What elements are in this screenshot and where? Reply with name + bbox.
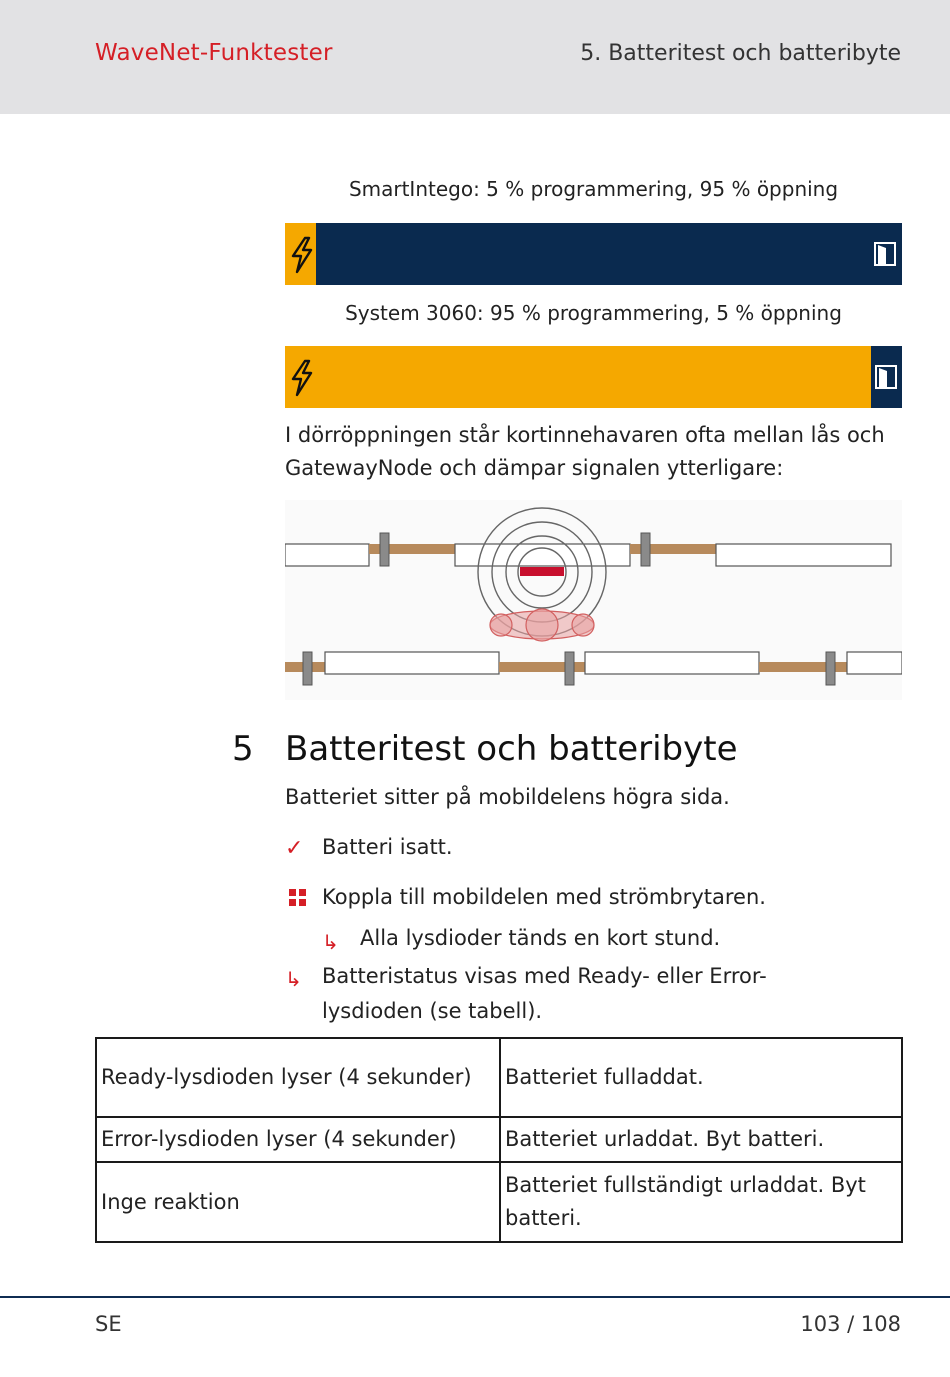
- battery-status-table: [95, 1037, 903, 1243]
- result-arrow-icon: ↳: [285, 967, 302, 991]
- table-row: [96, 1162, 902, 1242]
- chapter-intro: Batteriet sitter på mobildelens högra sida.: [285, 785, 730, 809]
- step-grid-icon: [289, 889, 307, 907]
- bar-caption-smartintego: SmartIntego: 5 % programmering, 95 % öppning: [348, 177, 839, 201]
- table-cell-meaning: Batteriet urladdat. Byt batteri.: [500, 1117, 902, 1162]
- chapter-number: 5: [232, 729, 254, 769]
- result-text-2: Batteristatus visas med Ready- eller Error-lysdioden (se tabell).: [322, 964, 767, 1023]
- result-arrow-icon: ↳: [322, 930, 339, 954]
- lock-device: [520, 567, 564, 576]
- result-text-1: Alla lysdioder tänds en kort stund.: [360, 926, 721, 950]
- energy-bar-system3060: [285, 346, 902, 408]
- header-section-title: 5. Batteritest och batteribyte: [580, 41, 901, 66]
- energy-bar-smartintego: [285, 223, 902, 285]
- table-cell-signal: Error-lysdioden lyser (4 sekunder): [96, 1117, 500, 1162]
- precondition-text: Batteri isatt.: [322, 835, 453, 859]
- table-row: [96, 1038, 902, 1117]
- checkmark-icon: ✓: [285, 836, 304, 861]
- doorway-paragraph: I dörröppningen står kortinnehavaren ofta mellan lås och GatewayNode och dämpar signalen ytterligare:: [285, 423, 885, 480]
- bar-caption-system3060: System 3060: 95 % programmering, 5 % öppning: [345, 301, 842, 325]
- table-cell-signal: Ready-lysdioden lyser (4 sekunder): [96, 1038, 500, 1117]
- table-row: [96, 1117, 902, 1162]
- doorway-signal-diagram: [285, 500, 902, 700]
- opening-segment: [316, 223, 902, 285]
- footer-divider: [0, 1296, 950, 1298]
- chapter-title: Batteritest och batteribyte: [285, 729, 738, 769]
- table-cell-meaning: Batteriet fullständigt urladdat. Byt batteri.: [500, 1162, 902, 1242]
- programming-segment: [285, 346, 871, 408]
- step-text: Koppla till mobildelen med strömbrytaren.: [322, 885, 766, 909]
- table-cell-meaning: Batteriet fulladdat.: [500, 1038, 902, 1117]
- page-header: [0, 0, 950, 114]
- programming-segment: [285, 223, 316, 285]
- header-product-name: WaveNet-Funktester: [95, 40, 333, 66]
- table-cell-signal: Inge reaktion: [96, 1162, 500, 1242]
- footer-language: SE: [95, 1312, 122, 1336]
- footer-page-number: 103 / 108: [800, 1312, 901, 1336]
